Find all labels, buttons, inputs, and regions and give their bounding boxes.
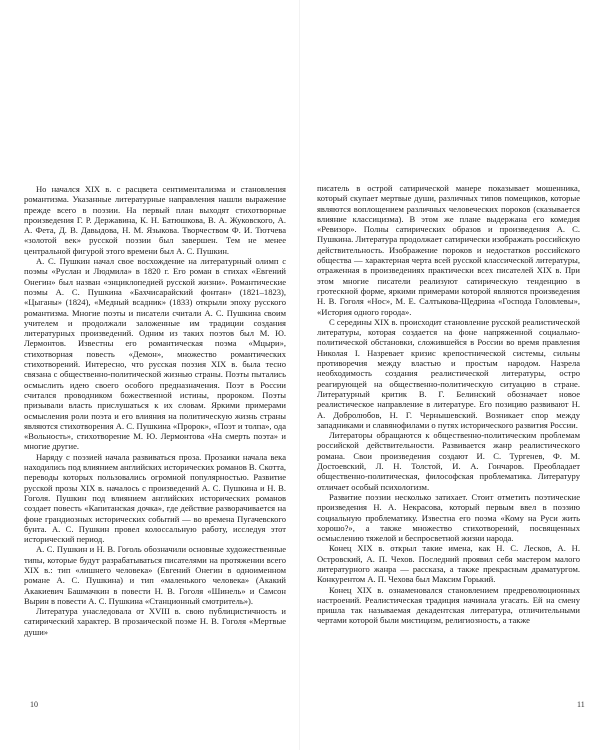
page-number: 11 — [577, 700, 585, 709]
page-number: 10 — [30, 700, 38, 709]
paragraph: Конец XIX в. открыл такие имена, как Н. С. Лесков, А. Н. Островский, А. П. Чехов. Последний проявил себя мастером малого литературного жанра — рассказа, а также прекрасным драматургом. Конкурентом А. П. Чехова был Максим Горький. — [317, 543, 580, 585]
paragraph: Литераторы обращаются к общественно-политическим проблемам российской действительности. Развивается жанр реалистического романа. Свои произведения создают И. С. Тургенев, Ф. М. Достоевский, Л. Н. Толстой, И. А. Гончаров. Преобладает общественно-политическая, философская проблематика. Литературу отличает особый психологизм. — [317, 430, 580, 492]
paragraph: Литература унаследовала от XVIII в. свою публицистичность и сатирический характер. В прозаической поэме Н. В. Гоголя «Мертвые души» — [24, 606, 286, 637]
right-page-text — [317, 183, 580, 626]
left-page-text — [24, 184, 286, 637]
paragraph: писатель в острой сатирической манере показывает мошенника, который скупает мертвые души, различных типов помещиков, которые являются воплощением различных человеческих пороков (сказывается влияние классицизма). В этом же плане выдержана его комедия «Ревизор». Полны сатирических образов и произведения А. С. Пушкина. Литература продолжает сатирически изображать российскую действительность. Изображение пороков и недостатков российского общества — характерная черта всей русской классической литературы, отраженная в произведениях практически всех писателей XIX в. При этом многие писатели реализуют сатирическую тенденцию в гротескной форме, яркими примерами которой являются произведения Н. В. Гоголя «Нос», М. Е. Салтыкова-Щедрина «Господа Головлевы», «История одного города». — [317, 183, 580, 317]
paragraph: Наряду с поэзией начала развиваться проза. Прозаики начала века находились под влиянием английских исторических романов В. Скотта, переводы которых пользовались огромной популярностью. Развитие русской прозы XIX в. началось с произведений А. С. Пушкина и Н. В. Гоголя. Пушкин под влиянием английских исторических романов создает повесть «Капитанская дочка», где действие разворачивается на фоне грандиозных исторических событий — во времена Пугачевского бунта. А. С. Пушкин провел колоссальную работу, исследуя этот исторический период. — [24, 451, 286, 545]
paragraph: Но начался XIX в. с расцвета сентиментализма и становления романтизма. Указанные литературные направления нашли выражение прежде всего в поэзии. На первый план выходят стихотворные произведения Г. Р. Державина, К. Н. Батюшкова, В. А. Жуковского, А. А. Фета, Д. В. Давыдова, Н. М. Языкова. Творчеством Ф. И. Тютчева «золотой век» русской поэзии был завершен. Тем не менее центральной фигурой этого времени был А. С. Пушкин. — [24, 184, 286, 256]
paragraph: Конец XIX в. ознаменовался становлением предреволюционных настроений. Реалистическая традиция начинала угасать. Ей на смену пришла так называемая декадентская литература, отличительными чертами которой были мистицизм, религиозность, а также — [317, 584, 580, 626]
paragraph: С середины XIX в. происходит становление русской реалистической литературы, которая создается на фоне напряженной социально-политической обстановки, сложившейся в России во время правления Николая I. Назревает кризис крепостнической системы, сильны противоречия между властью и простым народом. Назрела необходимость создания реалистической литературы, остро реагирующей на общественно-политическую ситуацию в стране. Литературный критик В. Г. Белинский обозначает новое реалистическое направление в литературе. Его позицию развивают Н. А. Добролюбов, Н. Г. Чернышевский. Возникает спор между западниками и славянофилами о путях исторического развития России. — [317, 316, 580, 430]
paragraph: А. С. Пушкин и Н. В. Гоголь обозначили основные художественные типы, которые будут разрабатываться писателями на протяжении всего XIX в.: тип «лишнего человека» (Евгений Онегин в одноименном романе А. С. Пушкина) и тип «маленького человека» (Акакий Акакиевич Башмачкин в повести Н. В. Гоголя «Шинель» и Самсон Вырин в повести А. С. Пушкина «Станционный смотритель»). — [24, 544, 286, 606]
paragraph: А. С. Пушкин начал свое восхождение на литературный олимп с поэмы «Руслан и Людмила» в 1820 г. Его роман в стихах «Евгений Онегин» был назван «энциклопедией русской жизни». Романтические поэмы А. С. Пушкина «Бахчисарайский фонтан» (1821–1823), «Цыганы» (1824), «Медный всадник» (1833) открыли эпоху русского романтизма. Многие поэты и писатели считали А. С. Пушкина своим учителем и продолжали заложенные им традиции создания литературных произведений. Одним из таких поэтов был М. Ю. Лермонтов. Известны его романтическая поэма «Мцыри», стихотворная повесть «Демон», множество романтических стихотворений. Интересно, что русская поэзия XIX в. была тесно связана с общественно-политической жизнью страны. Поэты пытались осмыслить идею своего особого предназначения. Поэт в России считался проводником божественной истины, пророком. Поэты призывали власть прислушаться к их словам. Яркими примерами осмысления роли поэта и его влияния на политическую жизнь страны являются стихотворения А. С. Пушкина «Пророк», «Поэт и толпа», ода «Вольность», стихотворение М. Ю. Лермонтова «На смерть поэта» и многие другие. — [24, 256, 286, 452]
paragraph: Развитие поэзии несколько затихает. Стоит отметить поэтические произведения Н. А. Некрасова, который первым ввел в поэзию социальную проблематику. Известна его поэма «Кому на Руси жить хорошо?», а также множество стихотворений, посвященных осмыслению тяжелой и беспросветной жизни народа. — [317, 491, 580, 544]
right-page — [300, 0, 600, 750]
